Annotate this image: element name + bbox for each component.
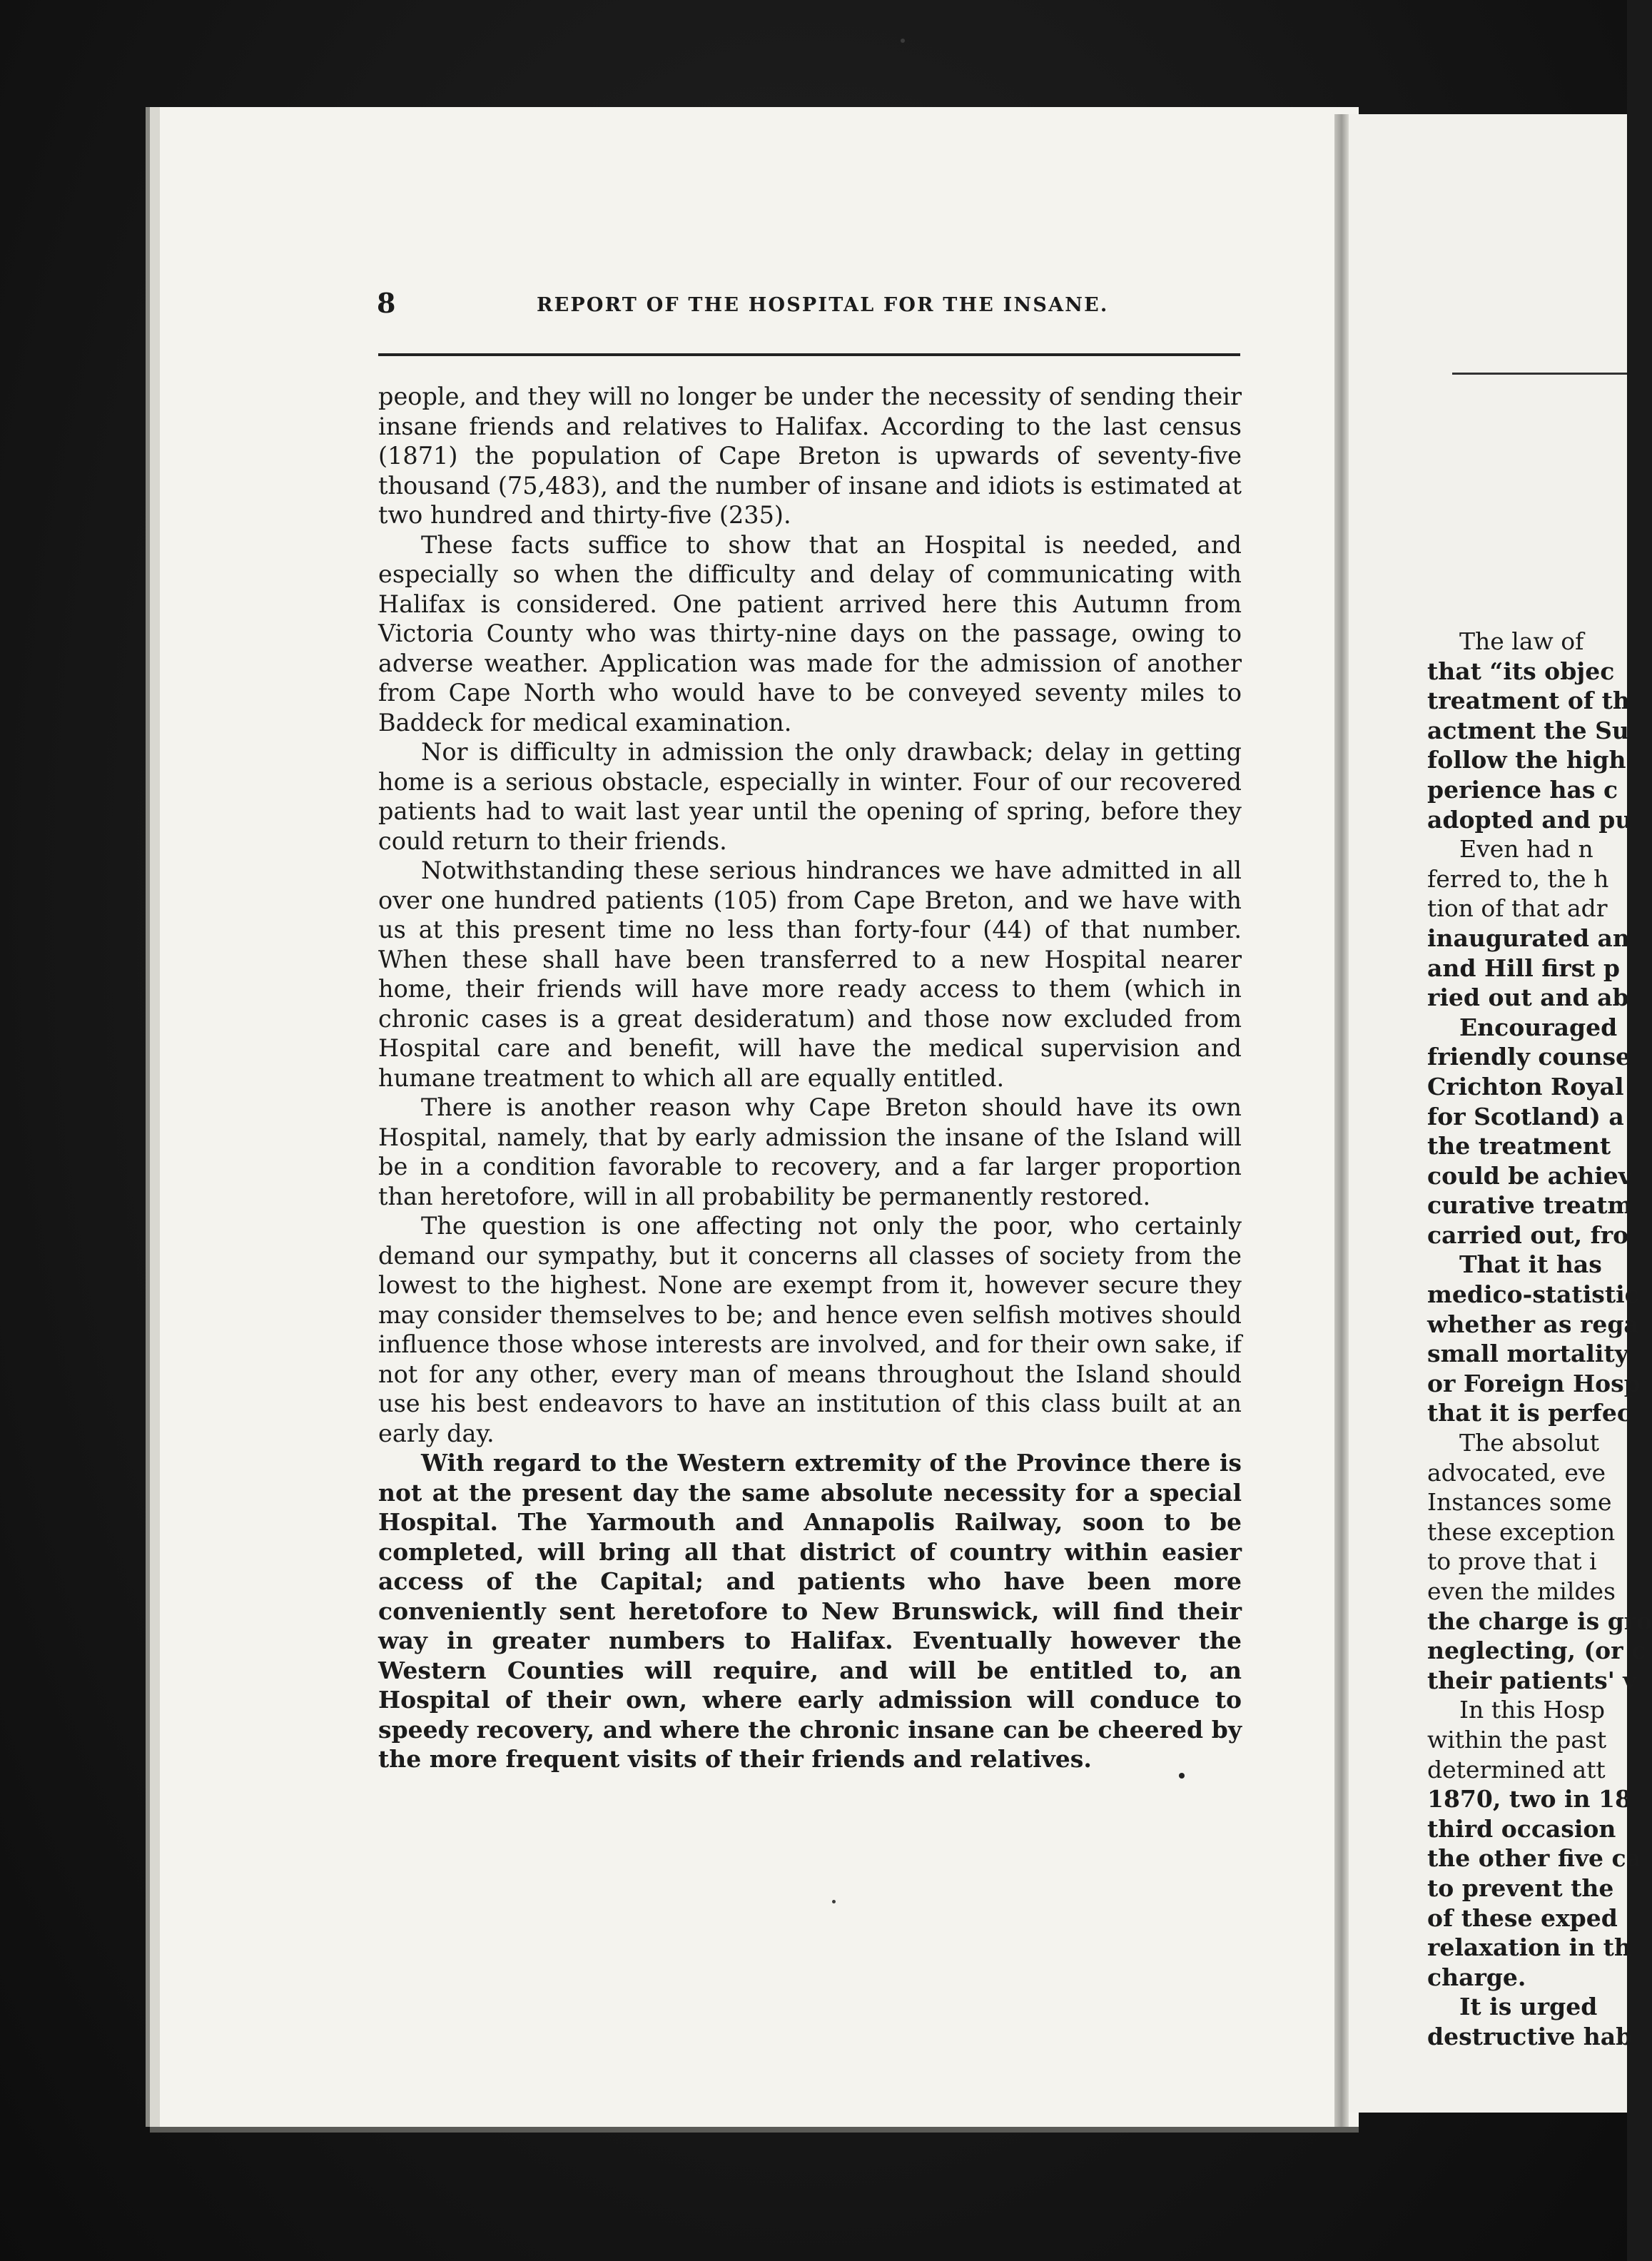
right-page-line: the other five ca bbox=[1427, 1844, 1641, 1873]
right-page-line: whether as rega bbox=[1427, 1310, 1639, 1338]
right-page-line: inaugurated an bbox=[1427, 924, 1630, 952]
right-page-line: neglecting, (or c bbox=[1427, 1637, 1646, 1665]
right-page-line: could be achiev bbox=[1427, 1161, 1632, 1190]
right-page-line: actment the Su bbox=[1427, 716, 1629, 744]
right-page-line: follow the high bbox=[1427, 746, 1626, 774]
right-page-line: The absolut bbox=[1459, 1429, 1599, 1457]
right-page-line: to prevent the bbox=[1427, 1873, 1614, 1902]
right-page-line: Even had n bbox=[1459, 835, 1593, 864]
right-page-line: charge. bbox=[1427, 1963, 1526, 1991]
right-page-line: for Scotland) a bbox=[1427, 1102, 1624, 1130]
right-page-line: destructive hab bbox=[1427, 2022, 1633, 2050]
right-page-line: medico-statistic bbox=[1427, 1280, 1639, 1309]
right-page-line: carried out, fro bbox=[1427, 1220, 1629, 1249]
book-gutter bbox=[1334, 114, 1349, 2127]
right-page-line: curative treatm bbox=[1427, 1191, 1633, 1220]
right-page-line: perience has c bbox=[1427, 775, 1618, 804]
right-page-line: That it has bbox=[1459, 1250, 1602, 1279]
right-page bbox=[1349, 114, 1652, 2113]
header-rule bbox=[378, 353, 1240, 356]
running-title: REPORT OF THE HOSPITAL FOR THE INSANE. bbox=[537, 294, 1109, 316]
right-page-line: friendly counse bbox=[1427, 1043, 1631, 1071]
right-page-line: these exception bbox=[1427, 1517, 1616, 1546]
right-header-rule bbox=[1452, 373, 1627, 375]
right-page-line: tion of that adr bbox=[1427, 894, 1608, 923]
right-page-line: that “its objec bbox=[1427, 657, 1615, 685]
right-page-line: to prove that i bbox=[1427, 1547, 1597, 1576]
right-page-line: It is urged bbox=[1459, 1993, 1598, 2021]
right-page-line: or Foreign Hosp bbox=[1427, 1369, 1641, 1397]
right-page-line: The law of bbox=[1459, 627, 1584, 655]
paragraph: people, and they will no longer be under the necessity of sending their insane friends and relatives to Halifax. According to the last census (1871) the population of Cape Breton is upwards of seventy-five thousand (75,483), and the number of insane and idiots is estimated at two hundred and thirty-five (235). bbox=[378, 383, 1242, 529]
paragraph: Notwithstanding these serious hindrances we have admitted in all over one hundred patients (105) from Cape Breton, and we have with us at this present time no less than forty-four (44) of that number. When these shall have been transferred to a new Hospital nearer home, their friends will have more ready access to them (which in chronic cases is a great desideratum) and those now excluded from Hospital care and benefit, will have the medical supervision and humane treatment to which all are equally entitled. bbox=[378, 856, 1242, 1092]
right-page-line: their patients' v bbox=[1427, 1666, 1637, 1694]
right-page-line: ried out and ab bbox=[1427, 983, 1629, 1012]
body-text bbox=[378, 382, 1242, 1774]
right-page-line: In this Hosp bbox=[1459, 1696, 1605, 1724]
right-page-line: small mortality bbox=[1427, 1340, 1628, 1368]
paragraph: There is another reason why Cape Breton should have its own Hospital, namely, that by early admission the insane of the Island will be in a condition favorable to recovery, and a far larger proportion than heretofore, will in all probability be permanently restored. bbox=[378, 1093, 1242, 1210]
paragraph: These facts suffice to show that an Hospital is needed, and especially so when the difficulty and delay of communicating with Halifax is considered. One patient arrived here this Autumn from Victoria County who was thirty-nine days on the passage, owing to adverse weather. Application was made for the admission of another from Cape North who would have to be conveyed seventy miles to Baddeck for medical examination. bbox=[378, 530, 1242, 737]
right-page-line: even the mildes bbox=[1427, 1577, 1616, 1605]
right-page-line: ferred to, the h bbox=[1427, 864, 1609, 893]
paragraph: The question is one affecting not only the poor, who certainly demand our sympathy, but it concerns all classes of society from the lowest to the highest. None are exempt from it, however secure they may consider themselves to be; and hence even selfish motives should influence those whose interests are involved, and for their own sake, if not for any other, every man of means throughout the Island should use his best endeavors to have an institution of this class built at an early day. bbox=[378, 1212, 1242, 1447]
right-page-line: within the past bbox=[1427, 1725, 1607, 1754]
right-page-line: determined att bbox=[1427, 1755, 1606, 1784]
right-page-line: adopted and pu bbox=[1427, 805, 1633, 834]
right-page-line: relaxation in th bbox=[1427, 1933, 1631, 1962]
right-page-line: the charge is gro bbox=[1427, 1607, 1652, 1635]
paragraph: Nor is difficulty in admission the only drawback; delay in getting home is a serious obstacle, especially in winter. Four of our recovered patients had to wait last year until the opening of spring, before they could return to their friends. bbox=[378, 738, 1242, 855]
right-page-line: of these exped bbox=[1427, 1903, 1618, 1932]
right-page-line: Instances some bbox=[1427, 1488, 1612, 1517]
right-page-line: advocated, eve bbox=[1427, 1458, 1606, 1487]
right-page-line: and Hill first p bbox=[1427, 954, 1620, 982]
right-page-line: third occasion bbox=[1427, 1814, 1616, 1843]
right-page-line: Encouraged bbox=[1459, 1013, 1618, 1041]
paragraph: With regard to the Western extremity of the Province there is not at the present day the same absolute necessity for a special Hospital. The Yarmouth and Annapolis Railway, soon to be completed, will bring all that district of country within easier access of the Capital; and patients who have been more conveniently sent heretofore to New Brunswick, will find their way in greater numbers to Halifax. Eventually however the Western Counties will require, and will be entitled to, an Hospital of their own, where early admission will conduce to speedy recovery, and where the chronic insane can be cheered by the more frequent visits of their friends and relatives. bbox=[378, 1449, 1242, 1773]
right-page-line: 1870, two in 18 bbox=[1427, 1785, 1631, 1814]
right-page-line: the treatment bbox=[1427, 1132, 1611, 1160]
right-page-text bbox=[1427, 627, 1652, 2052]
right-page-line: treatment of th bbox=[1427, 687, 1630, 715]
right-page-line: Crichton Royal bbox=[1427, 1072, 1624, 1101]
scan-speck bbox=[901, 39, 905, 43]
scan-speck bbox=[1179, 1773, 1185, 1779]
scan-speck bbox=[832, 1900, 836, 1903]
right-page-line: that it is perfec bbox=[1427, 1399, 1631, 1427]
page-number: 8 bbox=[377, 287, 396, 319]
